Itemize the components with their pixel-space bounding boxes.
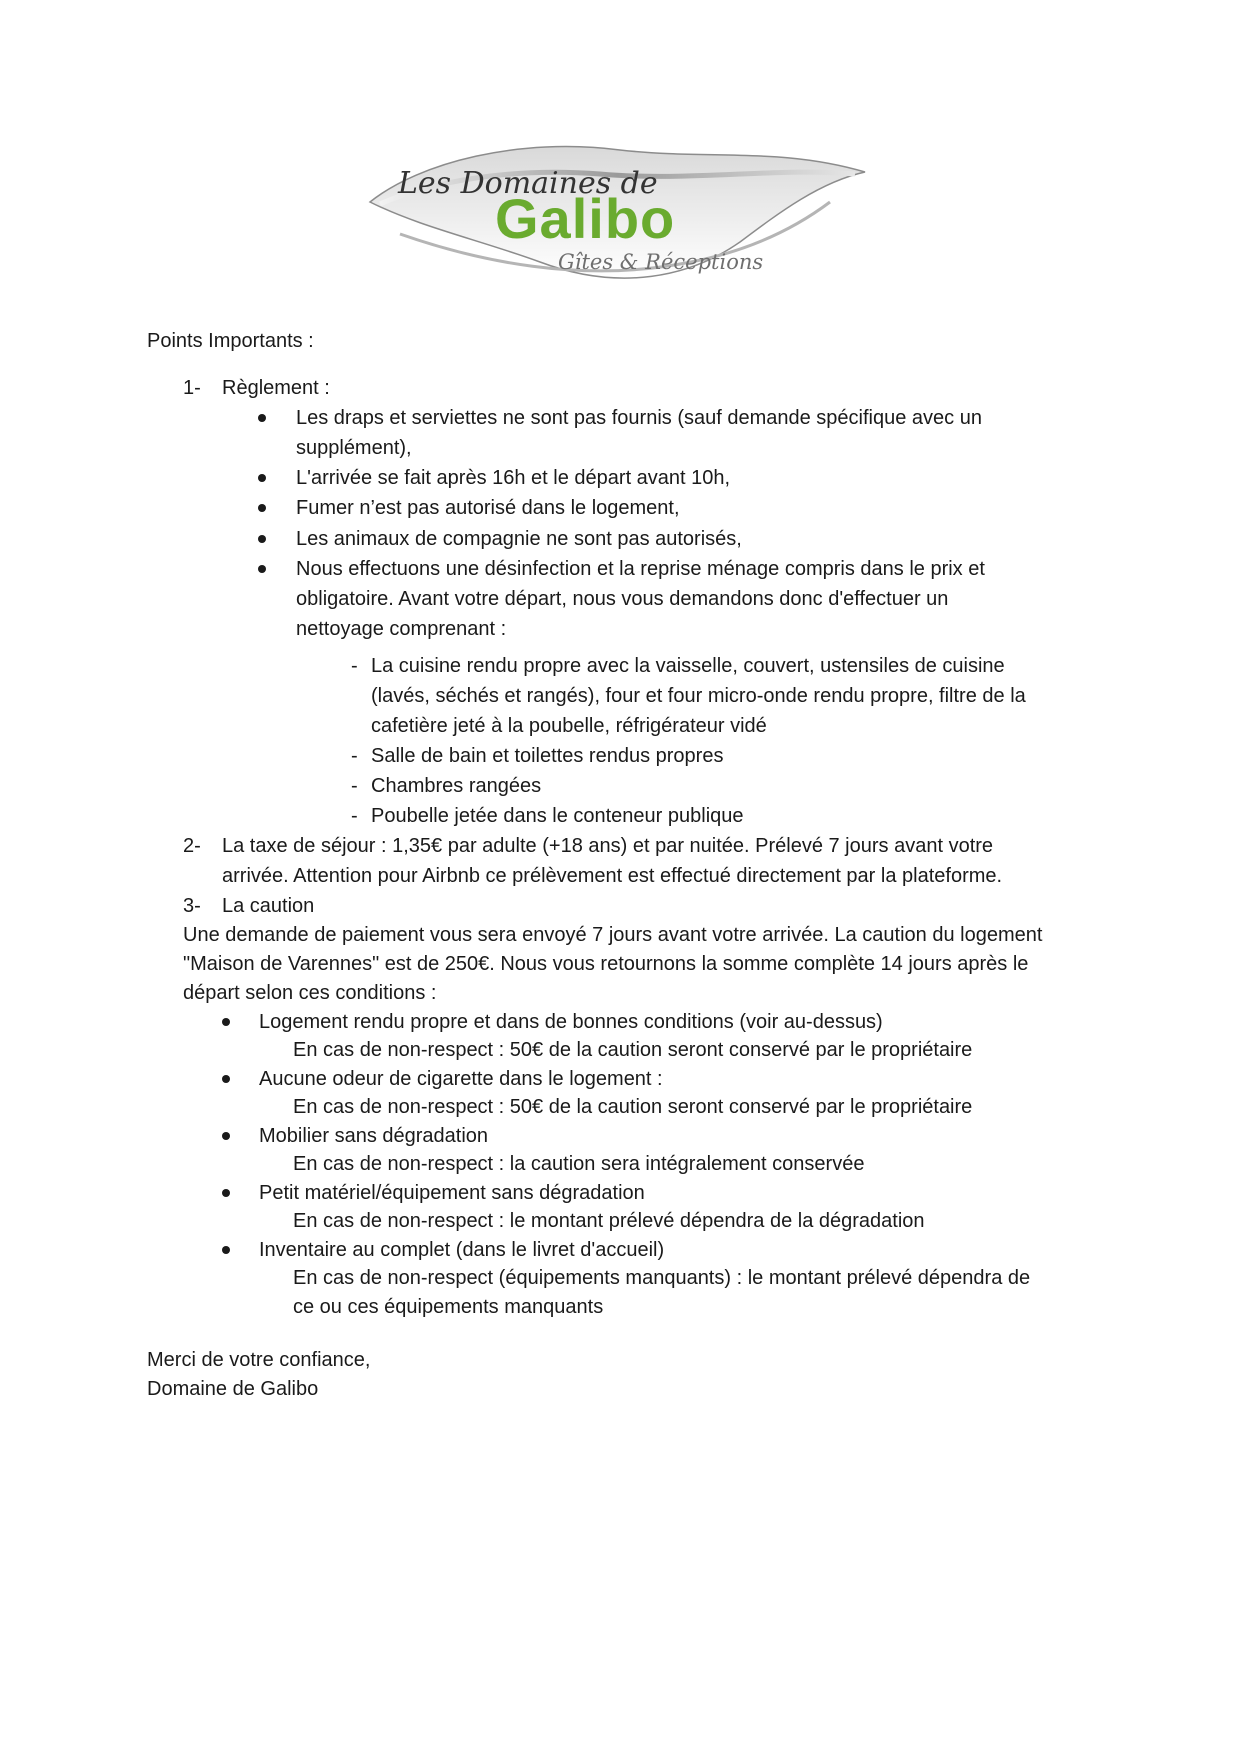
condition-3-label: Mobilier sans dégradation [259,1125,489,1147]
bullet-icon [258,535,266,543]
page-heading: Points Importants : [147,330,314,352]
rule-4: Les animaux de compagnie ne sont pas autorisés, [296,528,742,550]
bullet-icon [258,565,266,573]
bullet-icon [222,1132,230,1140]
condition-2-label: Aucune odeur de cigarette dans le logement : [259,1068,663,1090]
condition-5-detail-line-2: ce ou ces équipements manquants [293,1296,604,1318]
condition-5-detail-line-1: En cas de non-respect (équipements manquants) : le montant prélevé dépendra de [293,1267,1031,1289]
galibo-logo [360,142,880,312]
dash-marker: - [351,655,358,677]
bullet-icon [222,1075,230,1083]
dash-marker: - [351,775,358,797]
section-3-title: La caution [222,895,315,917]
condition-2-detail: En cas de non-respect : 50€ de la caution seront conservé par le propriétaire [293,1096,973,1118]
condition-1-label: Logement rendu propre et dans de bonnes conditions (voir au-dessus) [259,1011,883,1033]
closing-thanks: Merci de votre confiance, [147,1349,371,1371]
deposit-intro-line-1: Une demande de paiement vous sera envoyé 7 jours avant votre arrivée. La caution du logement [183,924,1043,946]
tax-line-2: arrivée. Attention pour Airbnb ce prélèvement est effectué directement par la plateforme. [222,865,1003,887]
cleaning-item-1-line-2: (lavés, séchés et rangés), four et four micro-onde rendu propre, filtre de la [371,685,1026,707]
deposit-intro-line-3: départ selon ces conditions : [183,982,437,1004]
logo-text-gites-receptions: Gîtes & Réceptions [558,250,764,274]
bullet-icon [258,504,266,512]
rule-5-line-3: nettoyage comprenant : [296,618,507,640]
deposit-intro-line-2: "Maison de Varennes" est de 250€. Nous vous retournons la somme complète 14 jours après le [183,953,1029,975]
dash-marker: - [351,805,358,827]
bullet-icon [222,1018,230,1026]
condition-5-label: Inventaire au complet (dans le livret d'accueil) [259,1239,665,1261]
logo-text-les-domaines-de: Les Domaines de [398,166,658,201]
logo-text-galibo: Galibo [495,187,676,250]
dash-marker: - [351,745,358,767]
rule-2: L'arrivée se fait après 16h et le départ avant 10h, [296,467,731,489]
cleaning-item-1-line-3: cafetière jeté à la poubelle, réfrigérateur vidé [371,715,767,737]
cleaning-item-1-line-1: La cuisine rendu propre avec la vaisselle, couvert, ustensiles de cuisine [371,655,1005,677]
bullet-icon [222,1246,230,1254]
closing-signature: Domaine de Galibo [147,1378,319,1400]
section-3-number: 3- [183,895,201,917]
condition-4-detail: En cas de non-respect : le montant prélevé dépendra de la dégradation [293,1210,925,1232]
bullet-icon [222,1189,230,1197]
rule-1-line-2: supplément), [296,437,412,459]
section-1-title: Règlement : [222,377,330,399]
rule-3: Fumer n’est pas autorisé dans le logement, [296,497,680,519]
section-1-number: 1- [183,377,201,399]
bullet-icon [258,474,266,482]
bullet-icon [258,414,266,422]
cleaning-item-3: Chambres rangées [371,775,542,797]
rule-5-line-2: obligatoire. Avant votre départ, nous vous demandons donc d'effectuer un [296,588,949,610]
tax-line-1: La taxe de séjour : 1,35€ par adulte (+18 ans) et par nuitée. Prélevé 7 jours avant votre [222,835,994,857]
rule-1-line-1: Les draps et serviettes ne sont pas fournis (sauf demande spécifique avec un [296,407,982,429]
cleaning-item-4: Poubelle jetée dans le conteneur publique [371,805,744,827]
condition-1-detail: En cas de non-respect : 50€ de la caution seront conservé par le propriétaire [293,1039,973,1061]
section-2-number: 2- [183,835,201,857]
condition-3-detail: En cas de non-respect : la caution sera intégralement conservée [293,1153,865,1175]
cleaning-item-2: Salle de bain et toilettes rendus propres [371,745,724,767]
rule-5-line-1: Nous effectuons une désinfection et la reprise ménage compris dans le prix et [296,558,985,580]
condition-4-label: Petit matériel/équipement sans dégradation [259,1182,645,1204]
